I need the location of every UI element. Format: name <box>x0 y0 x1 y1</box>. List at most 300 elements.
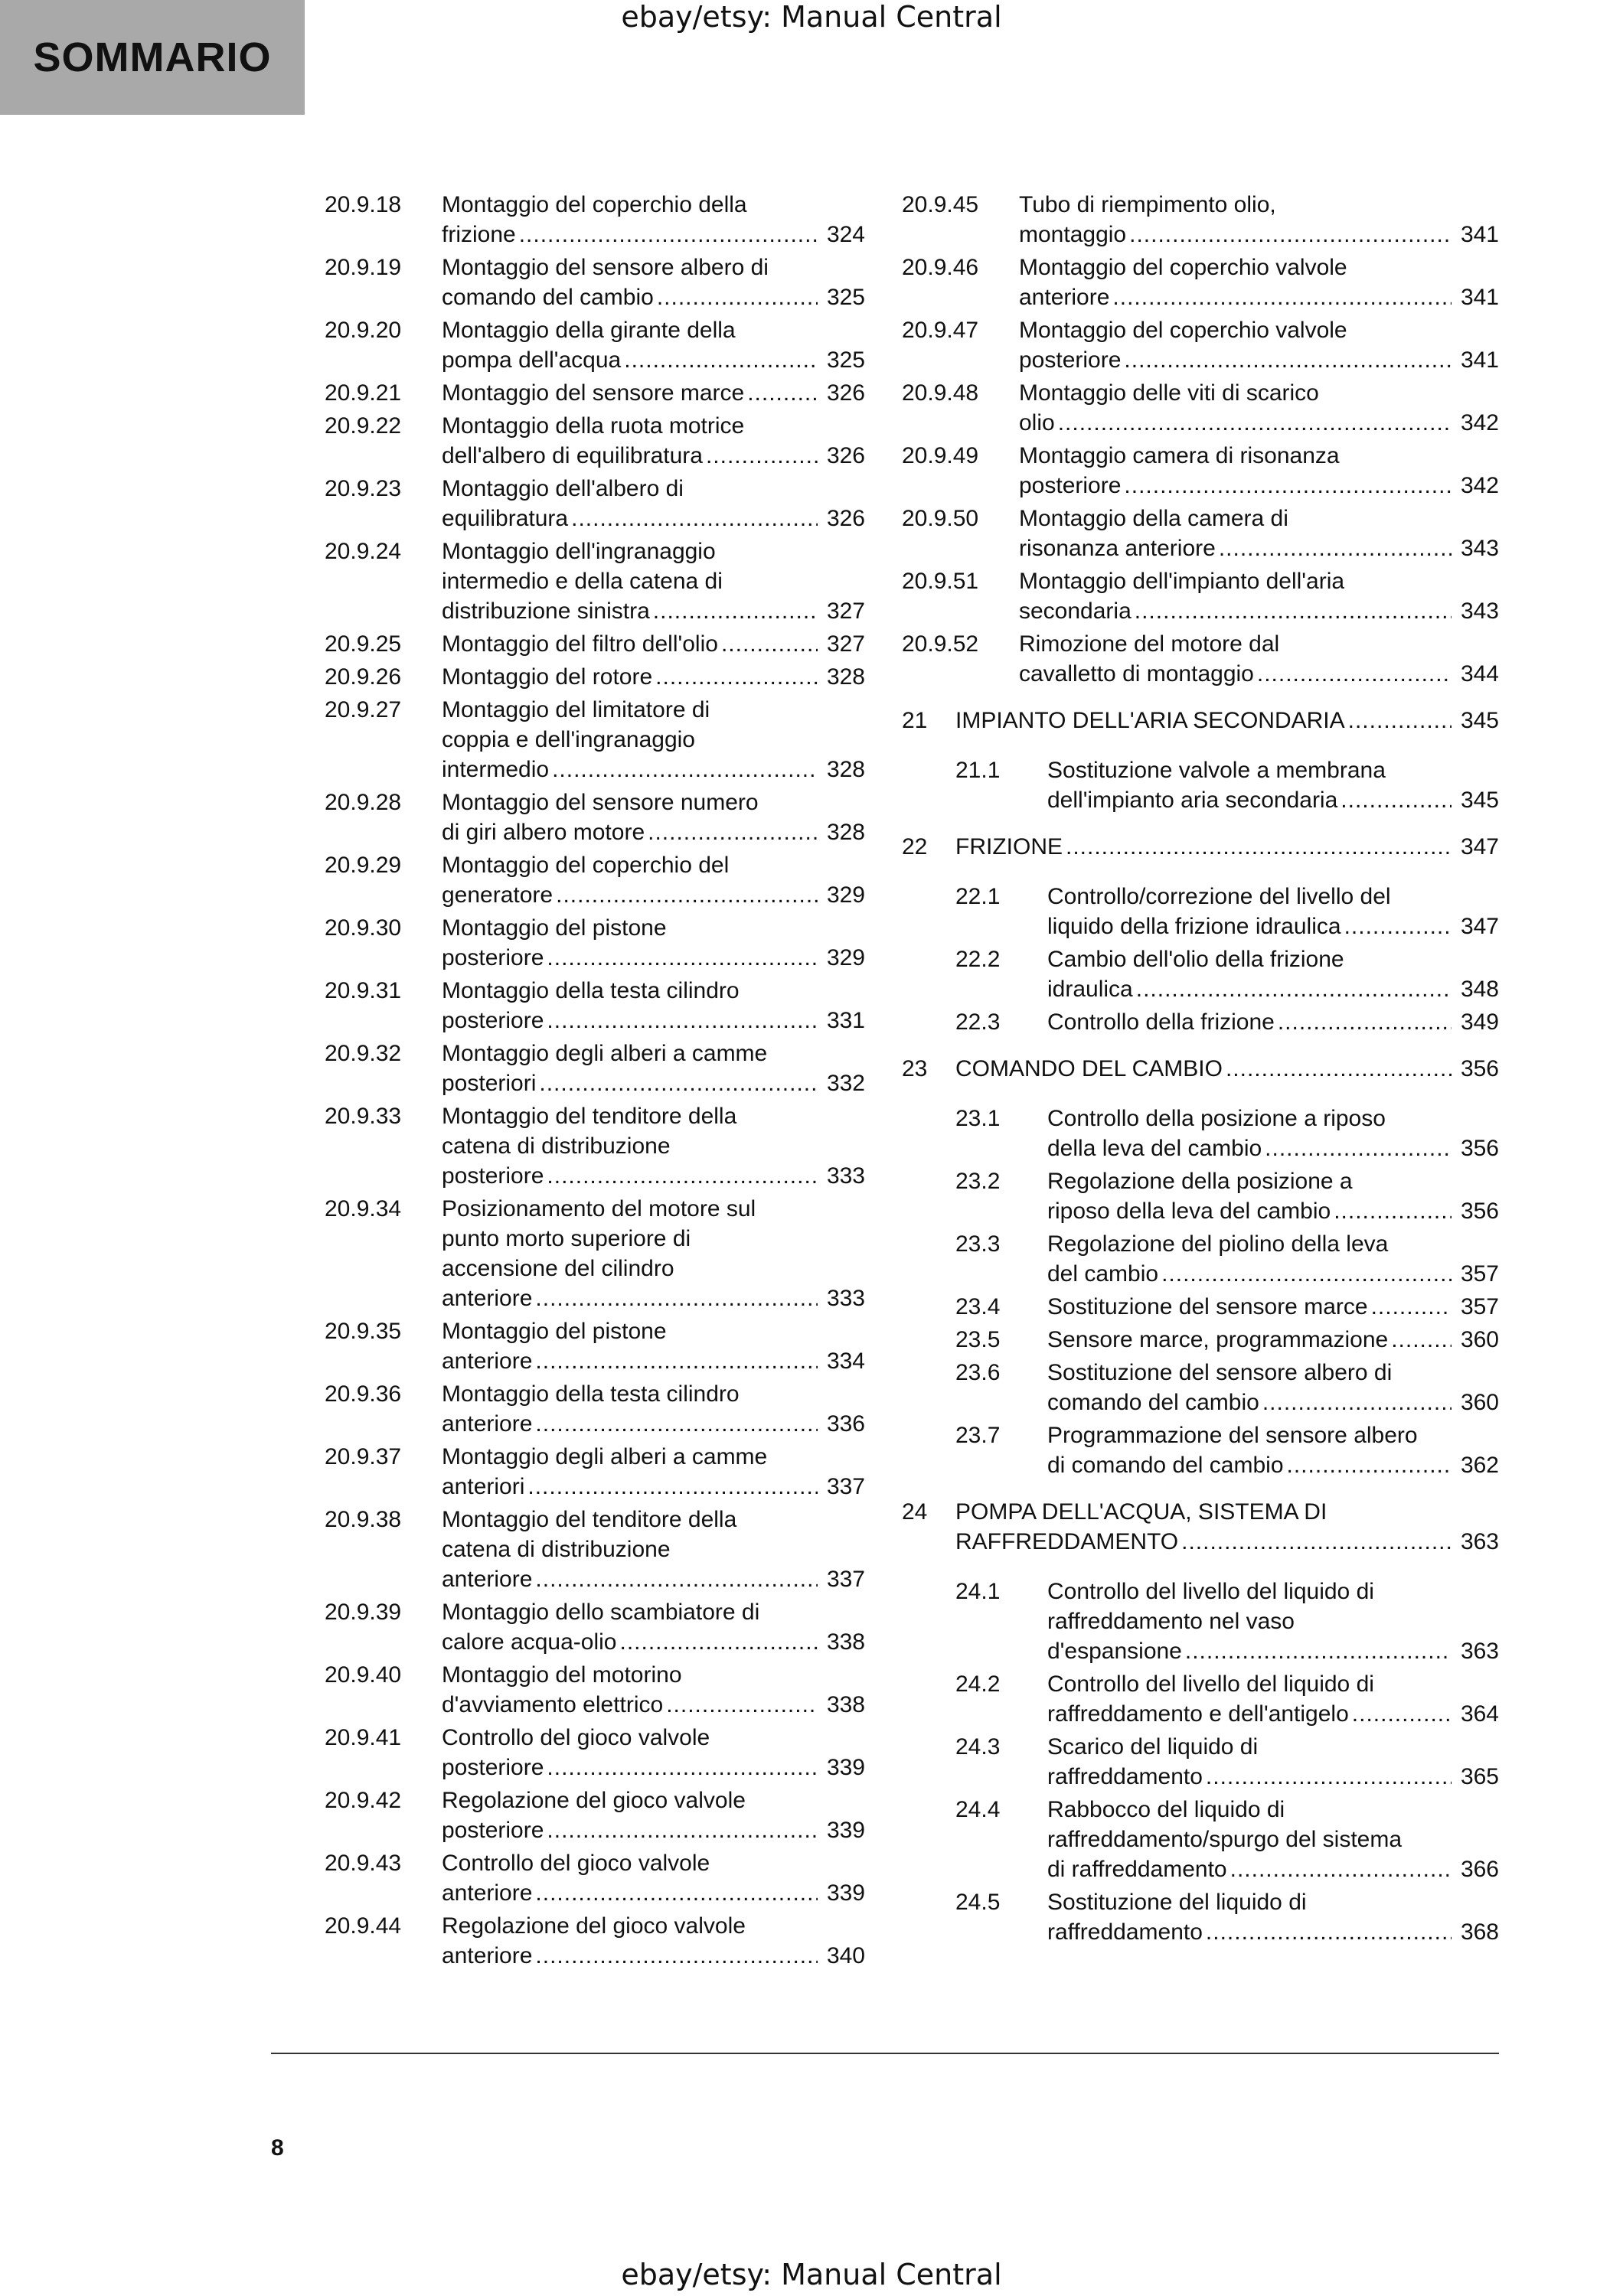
dot-leader <box>539 1068 818 1098</box>
toc-entry-title <box>1047 1292 1499 1322</box>
toc-entry-number: 22.1 <box>955 884 1001 909</box>
toc-entry-number: 20.9.47 <box>902 318 979 343</box>
dot-leader <box>1161 1259 1452 1289</box>
toc-entry-title-line: intermedio <box>442 757 550 782</box>
toc-entry[interactable] <box>325 1911 865 1971</box>
toc-entry-title-line: comando del cambio <box>442 285 654 310</box>
toc-entry-title <box>442 1379 865 1439</box>
toc-entry[interactable] <box>325 850 865 910</box>
toc-entry-title-line: anteriore <box>442 1567 533 1592</box>
dot-leader <box>1135 596 1452 626</box>
toc-entry-number: 20.9.25 <box>325 631 402 657</box>
dot-leader <box>1262 1388 1452 1417</box>
toc-entry-title <box>955 832 1499 862</box>
toc-entry[interactable] <box>902 755 1499 815</box>
toc-entry-title-line: Sostituzione del sensore marce <box>1047 1294 1368 1319</box>
toc-entry-page: 343 <box>1460 598 1499 624</box>
toc-entry[interactable] <box>325 411 865 471</box>
dot-leader <box>721 629 818 659</box>
toc-entry-title <box>442 695 865 784</box>
section-tab-label: SOMMARIO <box>33 34 272 80</box>
dot-leader <box>655 662 818 692</box>
dot-leader <box>1066 832 1452 862</box>
toc-entry-title-line: Montaggio della girante della <box>442 318 736 343</box>
toc-entry-title-line: pompa dell'acqua <box>442 347 622 373</box>
toc-entry-title <box>442 1786 865 1845</box>
dot-leader <box>1341 785 1452 815</box>
toc-entry[interactable] <box>902 504 1499 563</box>
toc-entry-title-line: Montaggio dell'ingranaggio <box>442 539 716 564</box>
toc-entry[interactable] <box>325 695 865 784</box>
toc-entry-number: 20.9.49 <box>902 443 979 468</box>
toc-entry[interactable] <box>902 1007 1499 1037</box>
toc-entry-title-line: di comando del cambio <box>1047 1453 1284 1478</box>
toc-entry-title-line: intermedio e della catena di <box>442 569 723 594</box>
toc-entry[interactable] <box>325 629 865 659</box>
toc-entry-page: 332 <box>826 1071 865 1096</box>
toc-entry-page: 356 <box>1460 1199 1499 1224</box>
toc-entry[interactable] <box>902 1420 1499 1480</box>
toc-entry-title <box>1047 1732 1499 1792</box>
toc-entry-title-line: posteriori <box>442 1071 537 1096</box>
toc-entry-number: 24.4 <box>955 1797 1001 1822</box>
toc-entry-page: 344 <box>1460 661 1499 687</box>
toc-entry-title-line: dell'albero di equilibratura <box>442 443 703 468</box>
page-number: 8 <box>271 2135 284 2161</box>
toc-entry-page: 337 <box>826 1474 865 1499</box>
toc-entry-title <box>442 1316 865 1376</box>
toc-entry-title <box>1047 1887 1499 1947</box>
toc-entry-title-line: comando del cambio <box>1047 1390 1259 1415</box>
toc-entry-title <box>442 253 865 312</box>
toc-entry-title <box>442 1723 865 1782</box>
toc-entry-title-line: Montaggio del sensore marce <box>442 380 745 406</box>
toc-entry-page: 342 <box>1460 473 1499 498</box>
toc-entry-title <box>442 1194 865 1313</box>
toc-entry-title <box>1019 253 1499 312</box>
toc-entry-number: 20.9.35 <box>325 1319 402 1344</box>
toc-entry-title-line: Tubo di riempimento olio, <box>1019 192 1276 217</box>
toc-entry-title <box>442 474 865 533</box>
toc-entry[interactable] <box>325 1194 865 1313</box>
toc-entry-title <box>442 190 865 249</box>
toc-entry-title-line: frizione <box>442 222 516 247</box>
toc-entry-page: 360 <box>1460 1327 1499 1352</box>
toc-entry-title-line: posteriore <box>442 1008 544 1033</box>
toc-entry-number: 20.9.34 <box>325 1196 402 1221</box>
toc-entry-page: 326 <box>826 380 865 406</box>
dot-leader <box>1206 1762 1452 1792</box>
toc-entry-page: 362 <box>1460 1453 1499 1478</box>
dot-leader <box>1230 1854 1452 1884</box>
toc-entry-title-line: raffreddamento/spurgo del sistema <box>1047 1827 1403 1852</box>
dot-leader <box>527 1472 818 1502</box>
toc-entry-title-line: IMPIANTO DELL'ARIA SECONDARIA <box>955 708 1345 733</box>
dot-leader <box>519 220 818 249</box>
dot-leader <box>653 596 818 626</box>
toc-entry-title-line: idraulica <box>1047 977 1133 1002</box>
toc-entry-title <box>955 1497 1499 1557</box>
toc-entry-number: 20.9.31 <box>325 978 402 1003</box>
toc-entry-title-line: raffreddamento <box>1047 1764 1203 1789</box>
toc-entry-title-line: di raffreddamento <box>1047 1857 1227 1882</box>
toc-entry-title <box>1047 1007 1499 1037</box>
toc-entry[interactable] <box>325 662 865 692</box>
toc-entry-page: 364 <box>1460 1701 1499 1727</box>
toc-entry-page: 347 <box>1460 834 1499 859</box>
toc-entry-title-line: generatore <box>442 882 554 908</box>
toc-entry[interactable] <box>325 1723 865 1782</box>
toc-entry-title-line: Montaggio del coperchio della <box>442 192 747 217</box>
toc-entry[interactable] <box>325 1039 865 1098</box>
toc-chapter[interactable] <box>902 1054 1499 1084</box>
toc-entry[interactable] <box>902 315 1499 375</box>
toc-entry-page: 342 <box>1460 410 1499 435</box>
toc-entry-title-line: Montaggio del coperchio valvole <box>1019 255 1347 280</box>
dot-leader <box>571 504 818 533</box>
toc-entry-page: 363 <box>1460 1529 1499 1554</box>
toc-entry[interactable] <box>325 1597 865 1657</box>
toc-entry-title-line: COMANDO DEL CAMBIO <box>955 1056 1223 1081</box>
toc-entry-page: 327 <box>826 598 865 624</box>
toc-entry[interactable] <box>325 474 865 533</box>
toc-entry-number: 20.9.19 <box>325 255 402 280</box>
toc-entry-number: 24.2 <box>955 1671 1001 1697</box>
toc-entry[interactable] <box>325 1786 865 1845</box>
toc-entry-page: 345 <box>1460 708 1499 733</box>
dot-leader <box>1124 345 1452 375</box>
toc-entry-title <box>1047 882 1499 941</box>
toc-entry-title <box>1047 755 1499 815</box>
toc-entry-page: 368 <box>1460 1919 1499 1945</box>
toc-entry-page: 338 <box>826 1692 865 1717</box>
toc-entry-page: 339 <box>826 1818 865 1843</box>
toc-entry-title-line: d'espansione <box>1047 1639 1182 1664</box>
toc-entry-title-line: Regolazione della posizione a <box>1047 1169 1353 1194</box>
toc-entry-title-line: secondaria <box>1019 598 1132 624</box>
toc-entry-title-line: POMPA DELL'ACQUA, SISTEMA DI <box>955 1499 1327 1525</box>
toc-entry-title <box>1047 1358 1499 1417</box>
toc-entry[interactable] <box>902 1358 1499 1417</box>
toc-entry-page: 329 <box>826 945 865 970</box>
toc-entry-page: 328 <box>826 820 865 845</box>
toc-entry-page: 333 <box>826 1286 865 1311</box>
dot-leader <box>1129 220 1452 249</box>
toc-entry-page: 324 <box>826 222 865 247</box>
toc-entry-title-line: anteriore <box>1019 285 1110 310</box>
toc-entry-number: 20.9.46 <box>902 255 979 280</box>
toc-entry-title <box>1019 190 1499 249</box>
toc-entry-page: 325 <box>826 285 865 310</box>
toc-entry-number: 20.9.50 <box>902 506 979 531</box>
toc-entry-page: 339 <box>826 1880 865 1906</box>
toc-entry[interactable] <box>902 1887 1499 1947</box>
dot-leader <box>556 880 818 910</box>
toc-chapter[interactable] <box>902 1497 1499 1557</box>
toc-entry-number: 20.9.41 <box>325 1725 402 1750</box>
toc-entry-number: 20.9.37 <box>325 1444 402 1469</box>
toc-entry-title <box>1019 566 1499 626</box>
toc-entry-title-line: risonanza anteriore <box>1019 536 1216 561</box>
toc-entry-title-line: equilibratura <box>442 506 569 531</box>
toc-entry-title <box>442 1039 865 1098</box>
toc-entry-number: 23.7 <box>955 1423 1001 1448</box>
toc-entry-number: 20.9.43 <box>325 1851 402 1876</box>
toc-entry[interactable] <box>902 566 1499 626</box>
toc-right-column <box>902 190 1499 1950</box>
toc-entry[interactable] <box>325 378 865 408</box>
dot-leader <box>648 817 818 847</box>
toc-entry-title-line: Montaggio della testa cilindro <box>442 978 740 1003</box>
toc-entry-title <box>442 788 865 847</box>
toc-entry-title-line: Montaggio degli alberi a camme <box>442 1041 768 1066</box>
dot-leader <box>535 1346 818 1376</box>
toc-entry-title <box>1019 504 1499 563</box>
toc-entry-page: 357 <box>1460 1294 1499 1319</box>
toc-entry-page: 338 <box>826 1629 865 1655</box>
toc-entry-title-line: Montaggio del filtro dell'olio <box>442 631 718 657</box>
dot-leader <box>624 345 818 375</box>
toc-entry-title-line: Posizionamento del motore sul <box>442 1196 756 1221</box>
toc-entry-title-line: cavalletto di montaggio <box>1019 661 1254 687</box>
toc-entry[interactable] <box>325 1660 865 1720</box>
toc-entry-title-line: raffreddamento <box>1047 1919 1203 1945</box>
toc-entry[interactable] <box>902 1292 1499 1322</box>
toc-entry-title-line: Controllo del livello del liquido di <box>1047 1671 1374 1697</box>
toc-entry-title <box>1019 441 1499 501</box>
toc-entry-title-line: Sostituzione valvole a membrana <box>1047 758 1386 783</box>
toc-entry-title-line: Regolazione del gioco valvole <box>442 1788 746 1813</box>
toc-entry-number: 20.9.39 <box>325 1600 402 1625</box>
toc-entry-number: 23.4 <box>955 1294 1001 1319</box>
toc-entry-title-line: Montaggio camera di risonanza <box>1019 443 1340 468</box>
toc-entry-title-line: RAFFREDDAMENTO <box>955 1529 1179 1554</box>
toc-entry-page: 333 <box>826 1163 865 1189</box>
dot-leader <box>1112 282 1452 312</box>
dot-leader <box>547 1006 818 1035</box>
toc-entry[interactable] <box>325 190 865 249</box>
toc-entry-page: 325 <box>826 347 865 373</box>
dot-leader <box>747 378 818 408</box>
toc-entry-title-line: Controllo del livello del liquido di <box>1047 1579 1374 1604</box>
toc-entry-title-line: dell'impianto aria secondaria <box>1047 788 1338 813</box>
toc-entry-number: 20.9.36 <box>325 1381 402 1407</box>
toc-entry-title-line: Montaggio della camera di <box>1019 506 1288 531</box>
dot-leader <box>1185 1636 1452 1666</box>
dot-leader <box>1371 1292 1452 1322</box>
toc-entry-number: 24.1 <box>955 1579 1001 1604</box>
toc-entry-title <box>442 1101 865 1191</box>
toc-entry[interactable] <box>902 1577 1499 1666</box>
toc-entry-number: 20.9.33 <box>325 1104 402 1129</box>
toc-entry-page: 326 <box>826 443 865 468</box>
dot-leader <box>1257 659 1452 689</box>
toc-entry-title <box>442 315 865 375</box>
toc-entry-page: 341 <box>1460 222 1499 247</box>
toc-chapter[interactable] <box>902 832 1499 862</box>
toc-entry-title-line: Sensore marce, programmazione <box>1047 1327 1389 1352</box>
toc-entry[interactable] <box>902 253 1499 312</box>
toc-chapter[interactable] <box>902 706 1499 735</box>
toc-entry[interactable] <box>325 1848 865 1908</box>
dot-leader <box>547 943 818 973</box>
toc-entry-page: 360 <box>1460 1390 1499 1415</box>
toc-entry-title-line: raffreddamento nel vaso <box>1047 1609 1295 1634</box>
toc-entry-number: 21 <box>902 708 928 733</box>
toc-entry[interactable] <box>902 1325 1499 1355</box>
toc-entry-title-line: della leva del cambio <box>1047 1136 1262 1161</box>
toc-entry-title <box>1047 1166 1499 1226</box>
toc-entry-number: 20.9.27 <box>325 697 402 722</box>
watermark-top: ebay/etsy: Manual Central <box>621 0 1002 34</box>
dot-leader <box>1206 1917 1452 1947</box>
toc-entry-number: 24 <box>902 1499 928 1525</box>
toc-entry-title-line: Montaggio della ruota motrice <box>442 413 745 439</box>
toc-entry-title-line: Regolazione del piolino della leva <box>1047 1231 1389 1257</box>
toc-entry-title-line: Montaggio del tenditore della <box>442 1507 737 1532</box>
toc-entry-title <box>1019 629 1499 689</box>
toc-entry[interactable] <box>325 1379 865 1439</box>
toc-entry-page: 356 <box>1460 1056 1499 1081</box>
toc-entry[interactable] <box>325 976 865 1035</box>
toc-entry-number: 24.3 <box>955 1734 1001 1760</box>
toc-entry-number: 22.2 <box>955 947 1001 972</box>
dot-leader <box>1278 1007 1452 1037</box>
toc-entry-title-line: del cambio <box>1047 1261 1159 1287</box>
toc-entry-title <box>442 913 865 973</box>
toc-entry[interactable] <box>325 1505 865 1594</box>
toc-entry-page: 326 <box>826 506 865 531</box>
toc-entry-title-line: Montaggio del sensore numero <box>442 790 759 815</box>
toc-entry[interactable] <box>902 190 1499 249</box>
toc-entry-page: 337 <box>826 1567 865 1592</box>
toc-entry[interactable] <box>325 536 865 626</box>
toc-entry-title-line: d'avviamento elettrico <box>442 1692 664 1717</box>
toc-entry-number: 20.9.40 <box>325 1662 402 1688</box>
toc-entry-page: 328 <box>826 757 865 782</box>
toc-entry[interactable] <box>325 788 865 847</box>
toc-entry-number: 20.9.38 <box>325 1507 402 1532</box>
toc-entry-title-line: Rimozione del motore dal <box>1019 631 1280 657</box>
dot-leader <box>535 1878 818 1908</box>
toc-entry-title <box>442 850 865 910</box>
toc-entry-number: 22.3 <box>955 1009 1001 1035</box>
toc-entry[interactable] <box>325 913 865 973</box>
toc-entry[interactable] <box>325 1442 865 1502</box>
dot-leader <box>1352 1699 1452 1729</box>
toc-entry-title <box>442 1848 865 1908</box>
toc-entry-title-line: Programmazione del sensore albero <box>1047 1423 1418 1448</box>
toc-entry-page: 331 <box>826 1008 865 1033</box>
toc-entry[interactable] <box>325 253 865 312</box>
toc-entry-title-line: montaggio <box>1019 222 1127 247</box>
toc-entry-page: 348 <box>1460 977 1499 1002</box>
toc-entry-page: 343 <box>1460 536 1499 561</box>
toc-entry-title-line: Montaggio del pistone <box>442 1319 667 1344</box>
toc-entry[interactable] <box>902 882 1499 941</box>
toc-entry[interactable] <box>325 315 865 375</box>
toc-entry[interactable] <box>902 1229 1499 1289</box>
toc-entry-title-line: Montaggio dell'albero di <box>442 476 684 501</box>
toc-entry-title <box>442 976 865 1035</box>
toc-entry[interactable] <box>902 1104 1499 1163</box>
dot-leader <box>1226 1054 1452 1084</box>
toc-entry[interactable] <box>902 1166 1499 1226</box>
toc-entry-title-line: anteriore <box>442 1943 533 1968</box>
toc-entry-title <box>1019 315 1499 375</box>
toc-entry-page: 339 <box>826 1755 865 1780</box>
toc-entry-page: 363 <box>1460 1639 1499 1664</box>
toc-entry-title-line: Montaggio delle viti di scarico <box>1019 380 1319 406</box>
toc-entry-page: 340 <box>826 1943 865 1968</box>
toc-entry-title <box>442 662 865 692</box>
toc-entry-number: 23.2 <box>955 1169 1001 1194</box>
toc-entry[interactable] <box>902 1732 1499 1792</box>
toc-entry-title-line: riposo della leva del cambio <box>1047 1199 1331 1224</box>
toc-entry-title <box>442 1505 865 1594</box>
toc-entry-title <box>442 1442 865 1502</box>
toc-entry-number: 24.5 <box>955 1890 1001 1915</box>
dot-leader <box>1136 974 1452 1004</box>
toc-entry[interactable] <box>902 629 1499 689</box>
dot-leader <box>535 1283 818 1313</box>
toc-entry-number: 23 <box>902 1056 928 1081</box>
toc-entry-title-line: Scarico del liquido di <box>1047 1734 1259 1760</box>
toc-entry[interactable] <box>902 1795 1499 1884</box>
toc-entry[interactable] <box>325 1101 865 1191</box>
toc-entry[interactable] <box>902 378 1499 438</box>
toc-entry-number: 22 <box>902 834 928 859</box>
toc-entry[interactable] <box>902 944 1499 1004</box>
dot-leader <box>657 282 818 312</box>
dot-leader <box>1058 408 1452 438</box>
toc-entry-page: 345 <box>1460 788 1499 813</box>
toc-entry-title-line: Montaggio del sensore albero di <box>442 255 769 280</box>
toc-entry-title-line: anteriore <box>442 1349 533 1374</box>
toc-entry-title-line: Montaggio dello scambiatore di <box>442 1600 760 1625</box>
toc-entry-title <box>442 1660 865 1720</box>
toc-entry-title-line: catena di distribuzione <box>442 1133 671 1159</box>
toc-entry[interactable] <box>325 1316 865 1376</box>
toc-entry-title-line: anteriore <box>442 1411 533 1437</box>
toc-entry-title-line: posteriore <box>1019 347 1122 373</box>
toc-entry-title <box>1047 1325 1499 1355</box>
toc-entry-page: 366 <box>1460 1857 1499 1882</box>
toc-entry[interactable] <box>902 441 1499 501</box>
toc-entry[interactable] <box>902 1669 1499 1729</box>
dot-leader <box>535 1409 818 1439</box>
toc-entry-title-line: Montaggio degli alberi a camme <box>442 1444 768 1469</box>
toc-entry-title-line: Controllo della frizione <box>1047 1009 1275 1035</box>
toc-entry-page: 334 <box>826 1349 865 1374</box>
toc-entry-title-line: posteriore <box>1019 473 1122 498</box>
dot-leader <box>547 1815 818 1845</box>
toc-entry-title <box>442 1911 865 1971</box>
toc-entry-title-line: di giri albero motore <box>442 820 645 845</box>
dot-leader <box>1348 706 1452 735</box>
toc-entry-title <box>1019 378 1499 438</box>
toc-entry-title-line: Sostituzione del liquido di <box>1047 1890 1307 1915</box>
toc-entry-title-line: posteriore <box>442 1163 544 1189</box>
toc-entry-title <box>1047 1577 1499 1666</box>
toc-entry-title-line: posteriore <box>442 1818 544 1843</box>
toc-entry-title <box>955 706 1499 735</box>
dot-leader <box>1265 1133 1452 1163</box>
toc-entry-title-line: Montaggio del coperchio del <box>442 853 730 878</box>
toc-entry-title-line: anteriori <box>442 1474 525 1499</box>
toc-entry-number: 20.9.32 <box>325 1041 402 1066</box>
toc-entry-number: 20.9.51 <box>902 569 979 594</box>
